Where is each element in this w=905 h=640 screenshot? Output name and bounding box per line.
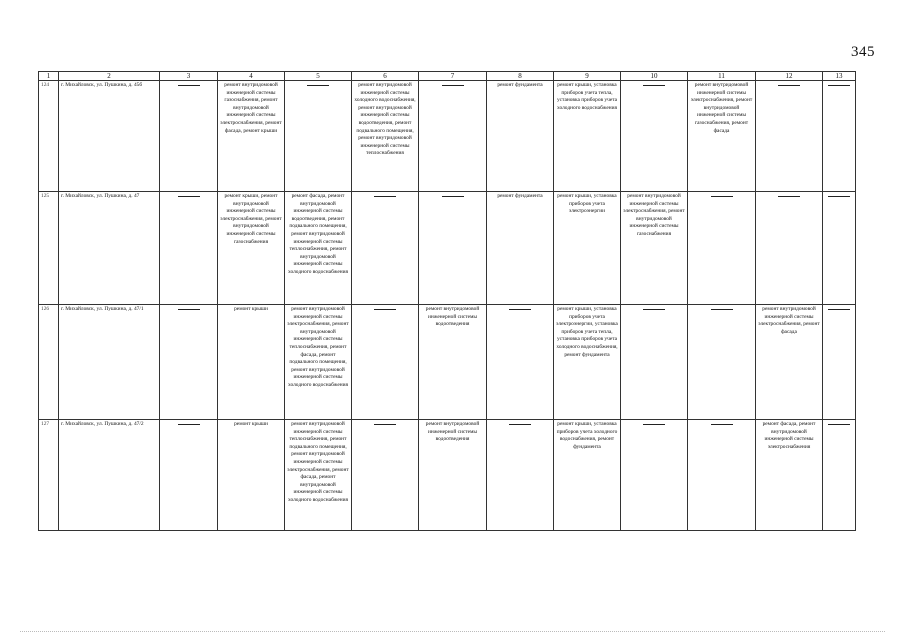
table-row <box>39 305 856 420</box>
col-header: 8 <box>487 72 554 81</box>
work-cell: ремонт крыши, ремонт внутридомовой инженерной системы электроснабжения, ремонт внутридомовой инженерной системы газоснабжения <box>218 192 285 305</box>
work-cell: ремонт внутридомовой инженерной системы электроснабжения, ремонт внутридомовой инженерной системы газоснабжения, ремонт фасада <box>688 81 756 192</box>
row-number: 127 <box>39 420 59 531</box>
page-number: 345 <box>851 44 875 60</box>
empty-cell <box>160 305 218 420</box>
work-cell: ремонт фундамента <box>487 81 554 192</box>
row-number: 126 <box>39 305 59 420</box>
col-header: 3 <box>160 72 218 81</box>
work-cell: ремонт внутридомовой инженерной системы холодного водоснабжения, ремонт внутридомовой инженерной системы водоотведения, ремонт подвального помещения, ремонт внутридомовой инженерной системы теплоснабжения <box>352 81 419 192</box>
dash-mark <box>509 424 531 425</box>
col-header: 12 <box>756 72 823 81</box>
work-cell: ремонт фасада, ремонт внутридомовой инженерной системы электроснабжения <box>756 420 823 531</box>
work-cell: ремонт крыши <box>218 420 285 531</box>
work-cell: ремонт крыши, установка приборов учета тепла, установка приборов учета холодного водоснабжения <box>554 81 621 192</box>
col-header: 11 <box>688 72 756 81</box>
dash-mark <box>778 196 800 197</box>
dash-mark <box>442 196 464 197</box>
table-row <box>39 81 856 192</box>
row-number: 124 <box>39 81 59 192</box>
dash-mark <box>509 309 531 310</box>
dash-mark <box>828 309 850 310</box>
dash-mark <box>778 85 800 86</box>
dash-mark <box>711 196 733 197</box>
table-row <box>39 192 856 305</box>
empty-cell <box>621 420 688 531</box>
dash-mark <box>307 85 329 86</box>
col-header: 1 <box>39 72 59 81</box>
dash-mark <box>374 196 396 197</box>
empty-cell <box>160 81 218 192</box>
empty-cell <box>419 192 487 305</box>
col-header: 7 <box>419 72 487 81</box>
empty-cell <box>285 81 352 192</box>
empty-cell <box>487 420 554 531</box>
col-header: 6 <box>352 72 419 81</box>
work-cell: ремонт крыши, установка приборов учета холодного водоснабжения, ремонт фундамента <box>554 420 621 531</box>
table-row <box>39 420 856 531</box>
work-cell: ремонт крыши, установка приборов учета электроэнергии <box>554 192 621 305</box>
empty-cell <box>352 192 419 305</box>
col-header: 2 <box>59 72 160 81</box>
empty-cell <box>419 81 487 192</box>
empty-cell <box>352 420 419 531</box>
dash-mark <box>643 85 665 86</box>
dash-mark <box>374 309 396 310</box>
dash-mark <box>178 196 200 197</box>
dash-mark <box>643 424 665 425</box>
empty-cell <box>823 81 856 192</box>
dash-mark <box>643 309 665 310</box>
empty-cell <box>823 192 856 305</box>
dash-mark <box>178 85 200 86</box>
empty-cell <box>160 192 218 305</box>
dash-mark <box>711 309 733 310</box>
empty-cell <box>756 192 823 305</box>
address-cell: г. Михайловск, ул. Пушкина, д. 47 <box>59 192 160 305</box>
dash-mark <box>442 85 464 86</box>
col-header: 4 <box>218 72 285 81</box>
dash-mark <box>828 424 850 425</box>
work-cell: ремонт внутридомовой инженерной системы электроснабжения, ремонт фасада <box>756 305 823 420</box>
work-cell: ремонт внутридомовой инженерной системы электроснабжения, ремонт внутридомовой инженерной системы теплоснабжения, ремонт фасада, ремонт подвального помещения, ремонт внутридомовой инженерной системы холодного водоснабжения <box>285 305 352 420</box>
column-number-row <box>39 72 856 81</box>
address-cell: г. Михайловск, ул. Пушкина, д. 47/2 <box>59 420 160 531</box>
dash-mark <box>828 196 850 197</box>
work-cell: ремонт внутридомовой инженерной системы водоотведения <box>419 420 487 531</box>
empty-cell <box>621 81 688 192</box>
work-cell: ремонт внутридомовой инженерной системы водоотведения <box>419 305 487 420</box>
dash-mark <box>178 424 200 425</box>
dash-mark <box>374 424 396 425</box>
empty-cell <box>160 420 218 531</box>
empty-cell <box>621 305 688 420</box>
dash-mark <box>828 85 850 86</box>
scan-edge-noise <box>20 631 885 632</box>
address-cell: г. Михайловск, ул. Пушкина, д. 45б <box>59 81 160 192</box>
empty-cell <box>756 81 823 192</box>
empty-cell <box>688 420 756 531</box>
empty-cell <box>688 305 756 420</box>
row-number: 125 <box>39 192 59 305</box>
dash-mark <box>711 424 733 425</box>
work-cell: ремонт крыши <box>218 305 285 420</box>
empty-cell <box>487 305 554 420</box>
empty-cell <box>823 305 856 420</box>
col-header: 13 <box>823 72 856 81</box>
col-header: 5 <box>285 72 352 81</box>
capital-repair-table <box>38 71 856 531</box>
empty-cell <box>688 192 756 305</box>
work-cell: ремонт внутридомовой инженерной системы электроснабжения, ремонт внутридомовой инженерной системы газоснабжения <box>621 192 688 305</box>
dash-mark <box>178 309 200 310</box>
work-cell: ремонт фундамента <box>487 192 554 305</box>
work-cell: ремонт внутридомовой инженерной системы газоснабжения, ремонт внутридомовой инженерной системы электроснабжения, ремонт фасада, ремонт крыши <box>218 81 285 192</box>
address-cell: г. Михайловск, ул. Пушкина, д. 47/1 <box>59 305 160 420</box>
work-cell: ремонт крыши, установка приборов учета электроэнергии, установка приборов учета тепла, установка приборов учета холодного водоснабжения, ремонт фундамента <box>554 305 621 420</box>
col-header: 9 <box>554 72 621 81</box>
empty-cell <box>823 420 856 531</box>
work-cell: ремонт внутридомовой инженерной системы теплоснабжения, ремонт подвального помещения, ремонт внутридомовой инженерной системы электроснабжения, ремонт фасада, ремонт внутридомовой инженерной системы холодного водоснабжения <box>285 420 352 531</box>
empty-cell <box>352 305 419 420</box>
work-cell: ремонт фасада, ремонт внутридомовой инженерной системы водоотведения, ремонт подвального помещения, ремонт внутридомовой инженерной системы теплоснабжения, ремонт внутридомовой инженерной системы холодного водоснабжения <box>285 192 352 305</box>
col-header: 10 <box>621 72 688 81</box>
